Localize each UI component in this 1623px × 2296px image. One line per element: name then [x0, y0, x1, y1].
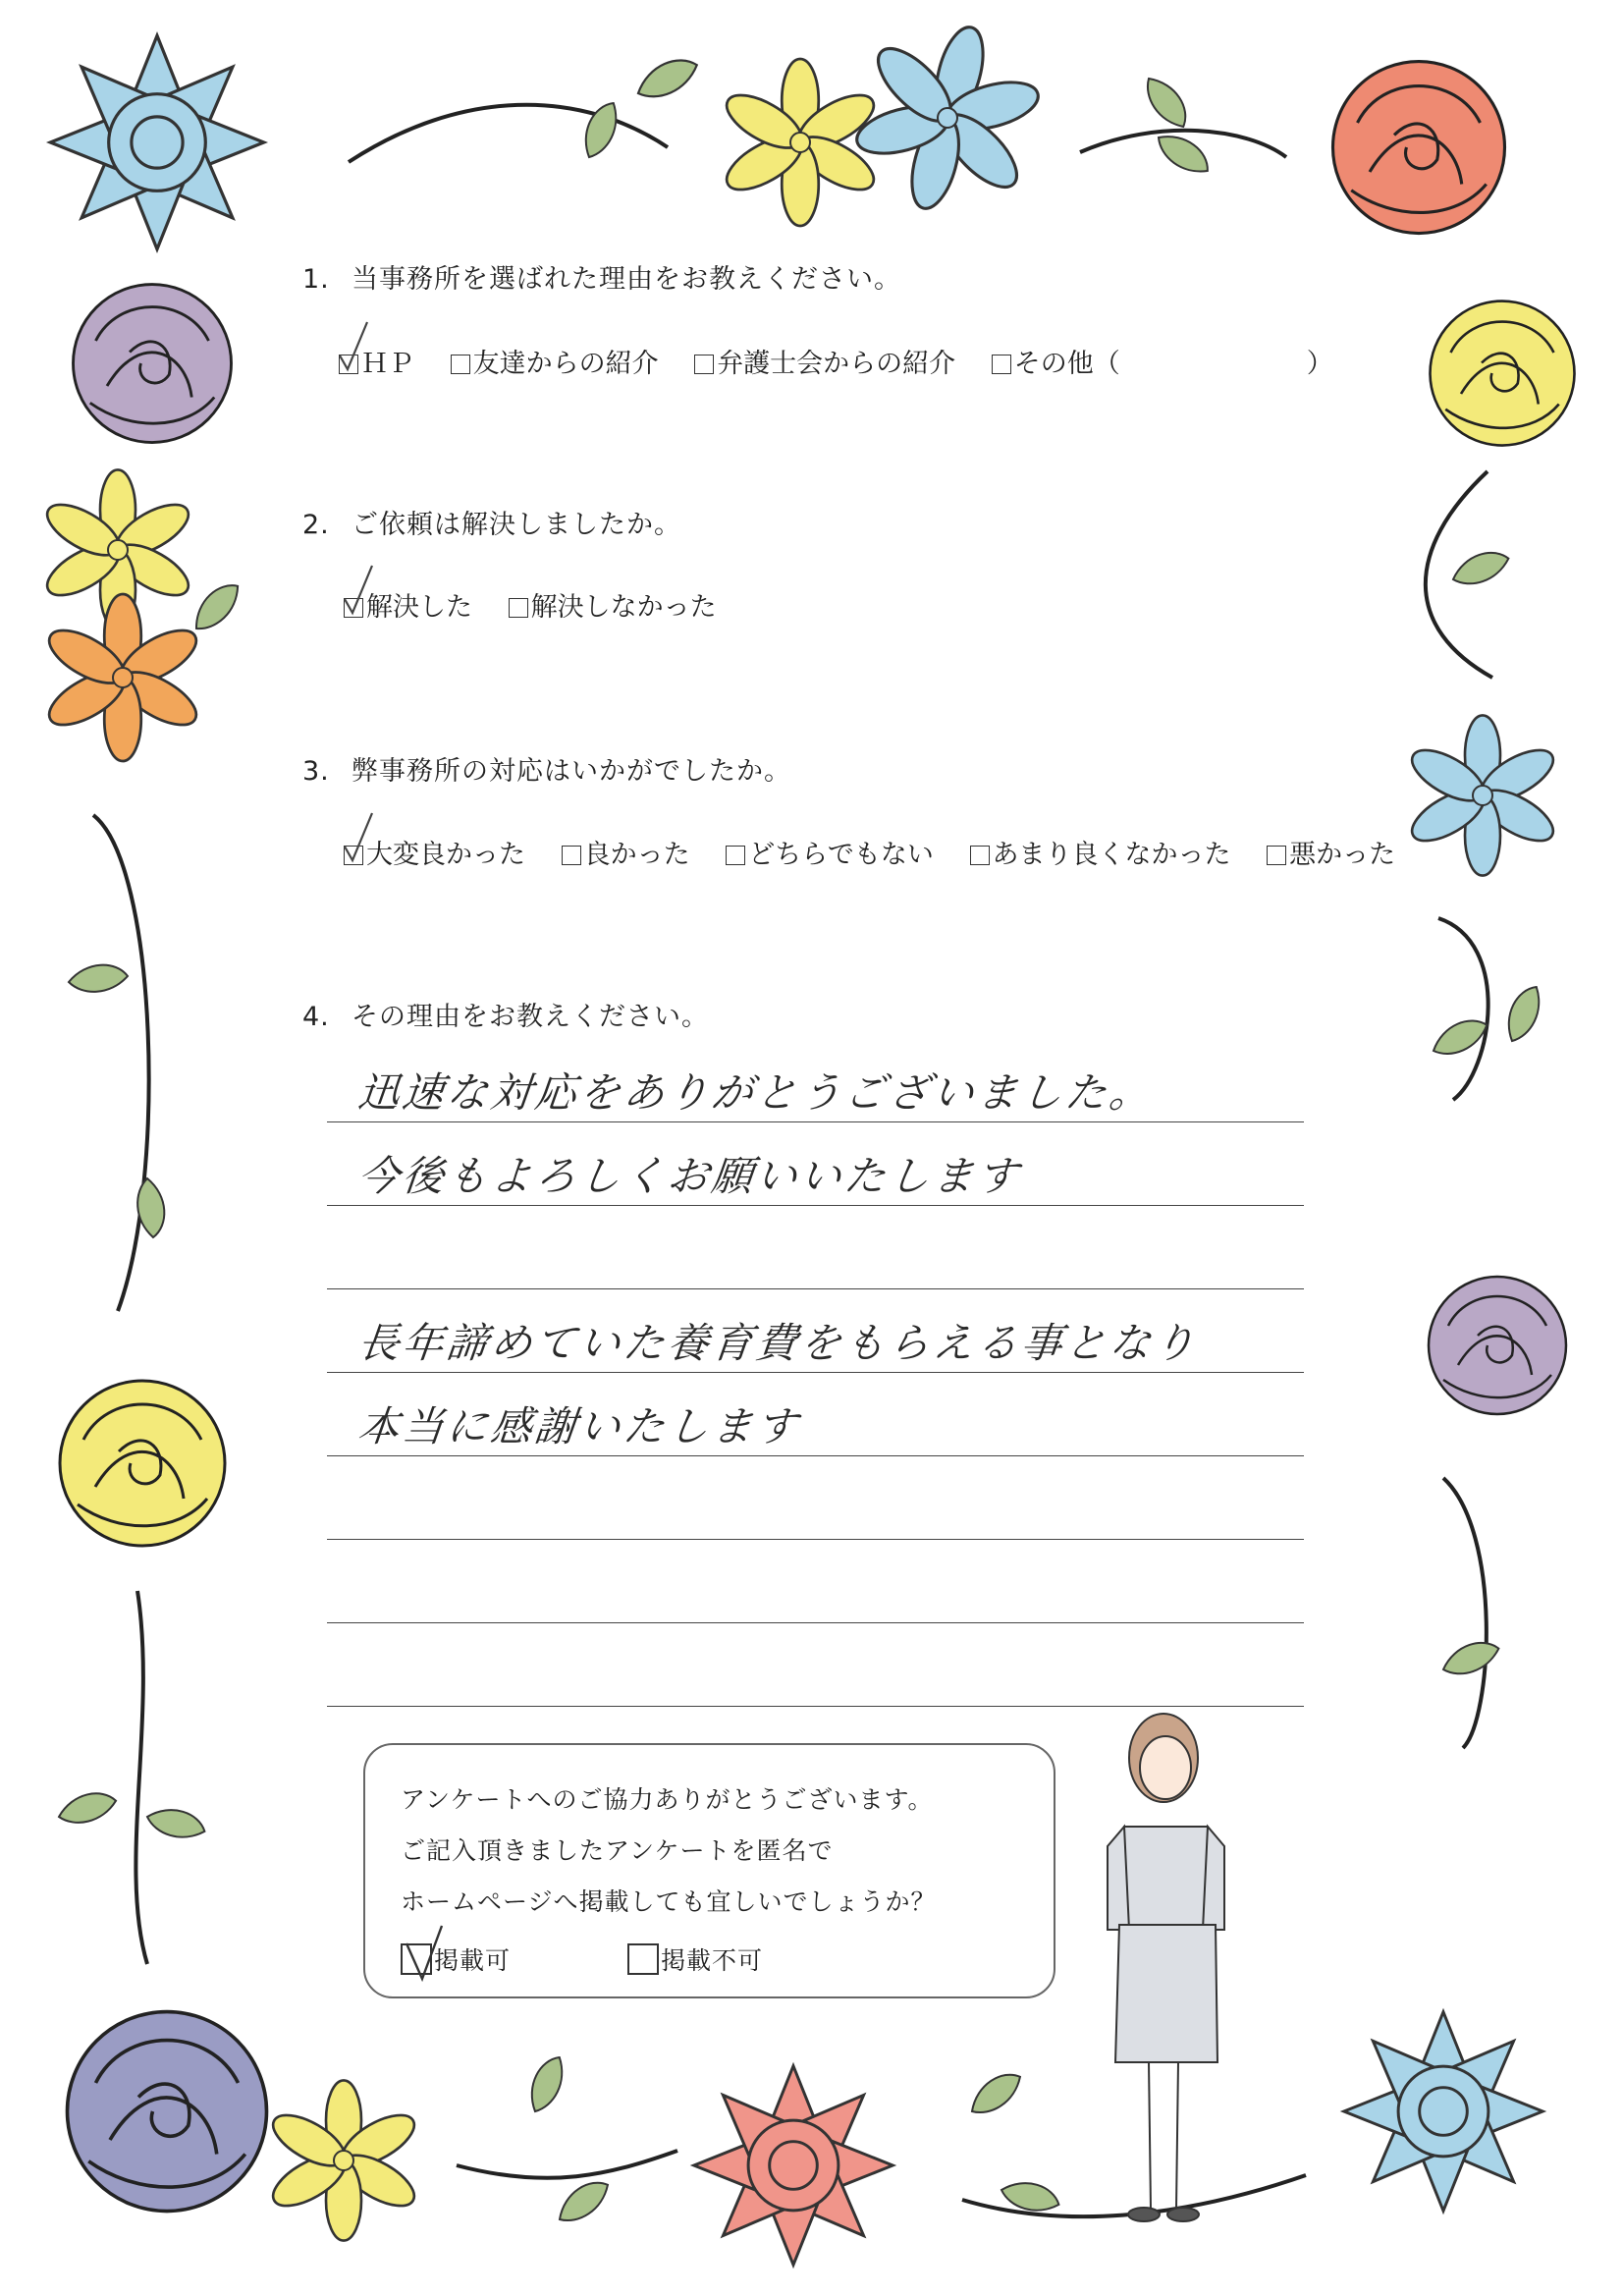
checkbox-icon[interactable] [339, 355, 358, 374]
consent-line-2: ご記入頂きましたアンケートを匿名で [401, 1836, 834, 1865]
answer-rule [327, 1706, 1304, 1707]
q2-option-resolved[interactable]: 解決した [344, 585, 472, 624]
q1-option-bar-association[interactable]: 弁護士会からの紹介 [694, 342, 955, 380]
checkbox-icon[interactable] [627, 1943, 659, 1975]
check-mark-icon [399, 1924, 448, 1983]
answer-rule [327, 1205, 1304, 1206]
answer-rule [327, 1121, 1304, 1122]
checkbox-icon[interactable] [726, 846, 745, 865]
checkbox-icon[interactable] [992, 355, 1011, 374]
answer-line-2-text: 今後もよろしくお願いいたします [355, 1152, 1024, 1200]
question-1-text: 当事務所を選ばれた理由をお教えください。 [352, 264, 901, 295]
answer-rule [327, 1622, 1304, 1623]
question-3-number: 3. [302, 756, 330, 787]
checkbox-icon[interactable] [509, 598, 528, 618]
publication-consent-box [363, 1743, 1055, 1998]
answer-line-4-text: 長年諦めていた養育費をもらえる事となり [355, 1319, 1201, 1367]
checkbox-icon[interactable] [970, 846, 990, 865]
woman-illustration [1108, 1714, 1224, 2221]
q1-option-hp[interactable]: ＨＰ [339, 342, 414, 380]
consent-line-3: ホームページへ掲載しても宜しいでしょうか？ [401, 1887, 937, 1916]
checkbox-icon[interactable] [694, 355, 714, 374]
question-3 [302, 749, 791, 788]
answer-line-5-text: 本当に感謝いたします [355, 1402, 803, 1450]
question-2-number: 2. [302, 510, 330, 540]
publish-denied-option[interactable]: 掲載不可 [627, 1936, 763, 1987]
q1-option-friend[interactable]: 友達からの紹介 [451, 342, 659, 380]
answer-rule [327, 1539, 1304, 1540]
question-1-options [339, 342, 1333, 380]
checkbox-icon[interactable] [562, 846, 581, 865]
q3-option-bad[interactable]: 悪かった [1267, 833, 1395, 871]
check-mark-icon [339, 566, 382, 617]
answer-line-1-text: 迅速な対応をありがとうございました。 [355, 1068, 1157, 1117]
check-mark-icon [334, 322, 377, 373]
checkbox-icon[interactable] [1267, 846, 1286, 865]
question-2-options [344, 585, 744, 624]
question-4-number: 4. [302, 1002, 330, 1032]
consent-line-1: アンケートへのご協力ありがとうございます。 [401, 1785, 934, 1814]
question-3-text: 弊事務所の対応はいかがでしたか。 [352, 756, 791, 787]
answer-rule [327, 1372, 1304, 1373]
q3-option-not-good[interactable]: あまり良くなかった [970, 833, 1231, 871]
q3-option-neutral[interactable]: どちらでもない [726, 833, 934, 871]
check-mark-icon [339, 813, 382, 864]
checkbox-icon[interactable] [344, 598, 363, 618]
checkbox-icon[interactable] [344, 846, 363, 865]
publish-allowed-option[interactable]: 掲載可 [401, 1936, 511, 1987]
question-1-number: 1. [302, 264, 330, 295]
blue-dahlia-top-left [50, 35, 264, 249]
answer-rule [327, 1455, 1304, 1456]
question-4 [302, 995, 709, 1033]
q3-option-very-good[interactable]: 大変良かった [344, 833, 525, 871]
checkbox-icon[interactable] [401, 1943, 432, 1975]
q2-option-not-resolved[interactable]: 解決しなかった [509, 585, 717, 624]
question-2-text: ご依頼は解決しましたか。 [352, 510, 681, 540]
q1-option-other[interactable]: その他（ ） [992, 342, 1333, 380]
q3-option-good[interactable]: 良かった [562, 833, 690, 871]
question-3-options [344, 833, 1395, 871]
question-2 [302, 503, 681, 541]
question-4-text: その理由をお教えください。 [352, 1002, 709, 1032]
checkbox-icon[interactable] [451, 355, 470, 374]
question-1 [302, 257, 901, 296]
answer-rule [327, 1288, 1304, 1289]
